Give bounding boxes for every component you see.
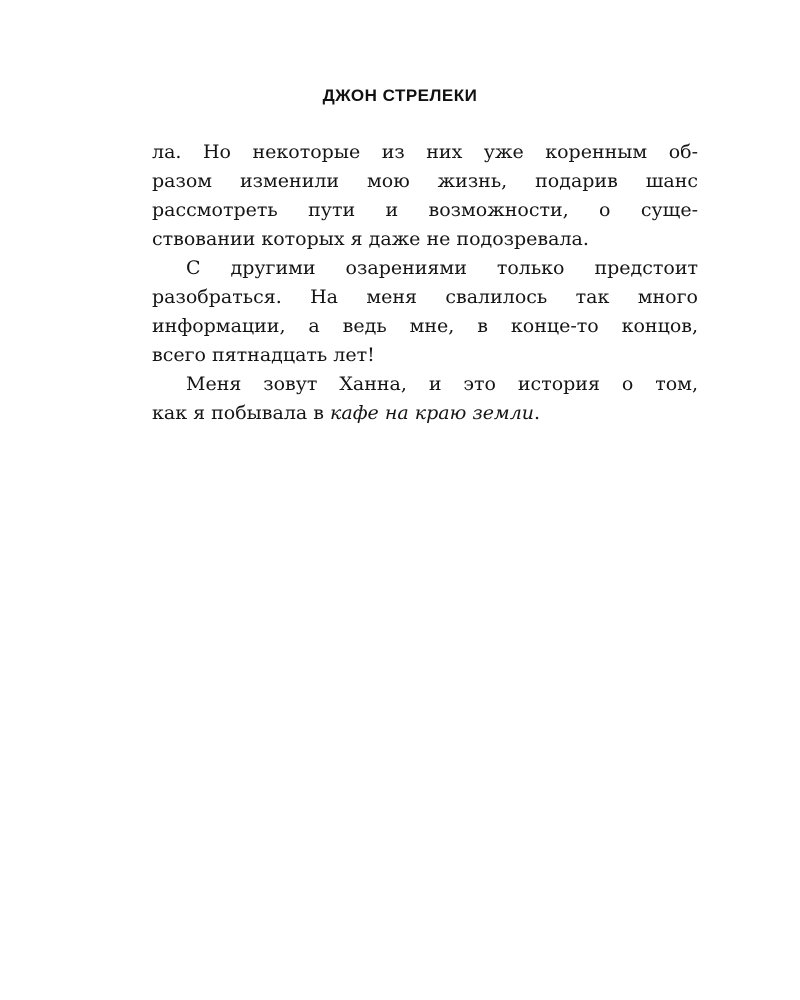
text-line: всего пятнадцать лет! (152, 344, 375, 366)
text-segment-period: . (534, 402, 541, 424)
text-line-paragraph-start: С другими озарениями только предстоит (186, 257, 698, 279)
text-line: ла. Но некоторые из них уже коренным об- (152, 141, 698, 163)
text-line-paragraph-start: Меня зовут Ханна, и это история о том, (186, 373, 698, 395)
text-line: разобраться. На меня свалилось так много (152, 286, 698, 308)
text-line: рассмотреть пути и возможности, о суще- (152, 199, 698, 221)
text-line-final (152, 399, 698, 428)
text-line: информации, а ведь мне, в конце-то концов, (152, 315, 698, 337)
running-header-author: ДЖОН СТРЕЛЕКИ (322, 86, 478, 105)
italic-title-phrase: кафе на краю земли (330, 402, 535, 424)
text-line: ствовании которых я даже не подозревала. (152, 228, 589, 250)
text-segment: как я побывала в (152, 402, 331, 424)
text-line: разом изменили мою жизнь, подарив шанс (152, 170, 698, 192)
body-text (152, 138, 698, 428)
